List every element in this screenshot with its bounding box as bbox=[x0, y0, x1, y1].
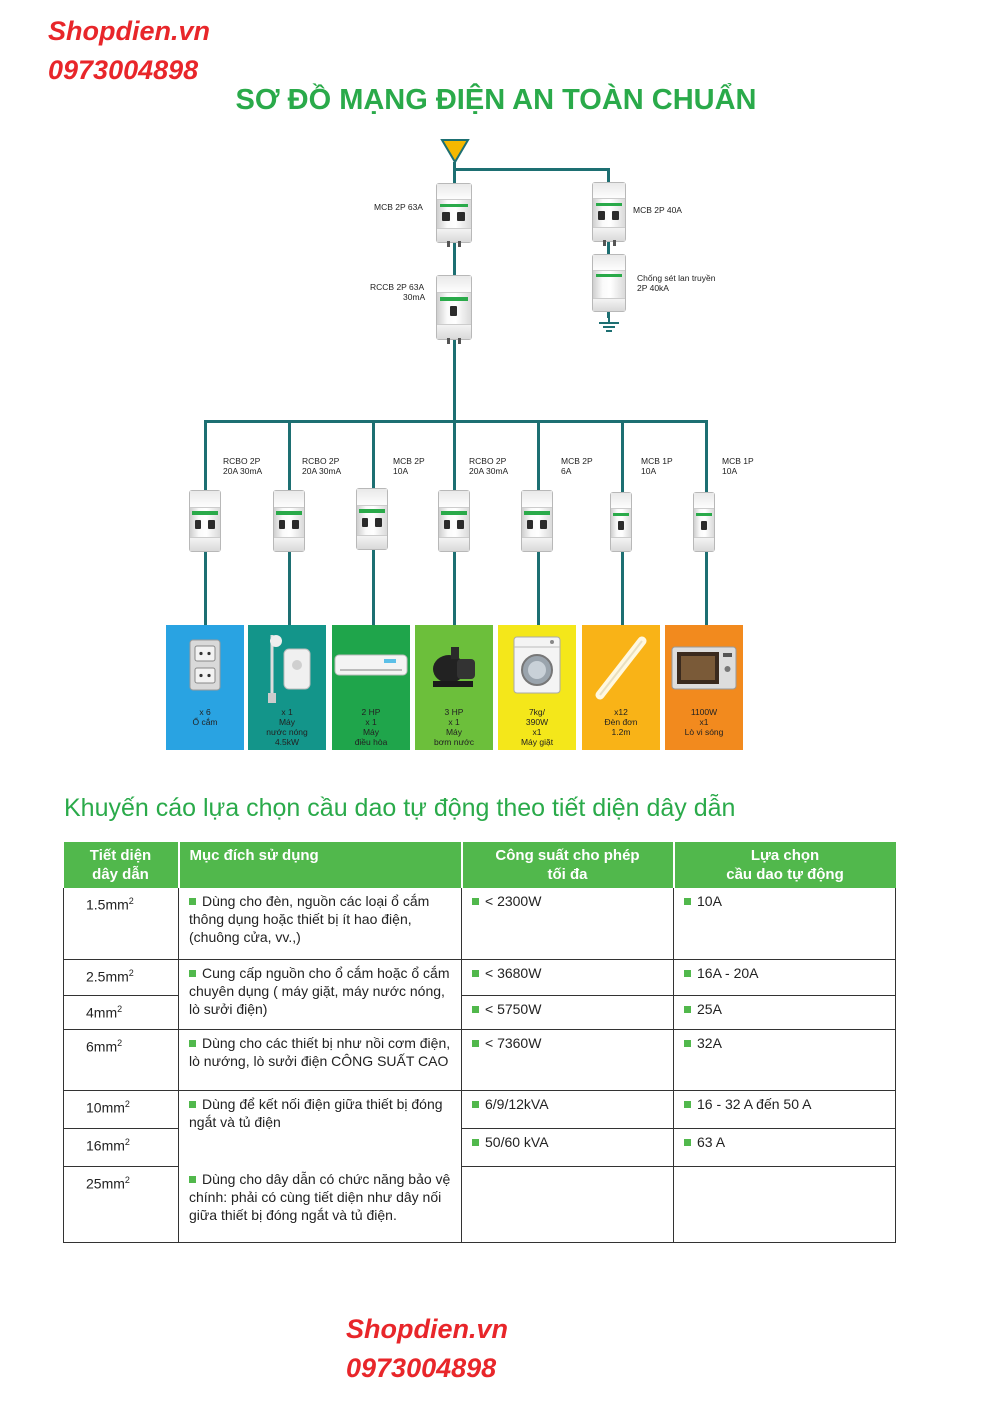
air-conditioner-icon bbox=[334, 653, 408, 679]
load-tile-water-pump bbox=[415, 625, 493, 750]
branch-1-label-2: 20A 30mA bbox=[223, 466, 263, 476]
branch-5-label-1: MCB 2P bbox=[561, 456, 593, 466]
bullet-icon bbox=[684, 1101, 691, 1108]
branch-6-label-2: 10A bbox=[641, 466, 657, 476]
table-row: $10mm^2$ Dùng để kết nối điện giữa thiết bị đóng ngắt và tủ điện 6/9/12kVA 16 - 32 A đến 50 A bbox=[64, 1090, 896, 1128]
bullet-icon bbox=[684, 1040, 691, 1047]
bullet-icon bbox=[684, 898, 691, 905]
rccb-device bbox=[436, 275, 472, 340]
bullet-icon bbox=[189, 1176, 196, 1183]
tube-light-icon bbox=[590, 635, 652, 701]
brand-name-bottom: Shopdien.vn bbox=[346, 1314, 508, 1344]
branch-2-label-1: RCBO 2P bbox=[302, 456, 340, 466]
bullet-icon bbox=[472, 1006, 479, 1013]
main-mcb-device bbox=[436, 183, 472, 243]
rccb-label-1: RCCB 2P 63A bbox=[370, 282, 425, 292]
table-row: $6mm^2$ Dùng cho các thiết bị như nồi cơm điện, lò nướng, lò sưởi điện CÔNG SUẤT CAO < 7360W 32A bbox=[64, 1029, 896, 1090]
branch-4-breaker bbox=[438, 490, 470, 552]
bullet-icon bbox=[684, 970, 691, 977]
branch-4-label-1: RCBO 2P bbox=[469, 456, 507, 466]
breaker-selection-table bbox=[63, 842, 896, 1243]
bullet-icon bbox=[472, 970, 479, 977]
microwave-icon bbox=[671, 645, 737, 691]
branch-4-label-2: 20A 30mA bbox=[469, 466, 509, 476]
surge-label-1: Chống sét lan truyền bbox=[637, 273, 716, 283]
branch-5-breaker bbox=[521, 490, 553, 552]
ground-icon bbox=[596, 316, 622, 336]
water-pump-icon bbox=[429, 641, 481, 691]
bullet-icon bbox=[472, 898, 479, 905]
table-row: $1.5mm^2$ Dùng cho đèn, nguồn các loại ổ cắm thông dụng hoặc thiết bị ít hao điện, (chuông cửa, vv.,) < 2300W 10A bbox=[64, 888, 896, 959]
bullet-icon bbox=[189, 1101, 196, 1108]
header-power: Công suất cho phép tối đa bbox=[462, 842, 674, 888]
bullet-icon bbox=[189, 898, 196, 905]
branch-6-label-1: MCB 1P bbox=[641, 456, 673, 466]
branch-7-label-1: MCB 1P bbox=[722, 456, 754, 466]
page-title: SƠ ĐỒ MẠNG ĐIỆN AN TOÀN CHUẨN bbox=[235, 84, 757, 116]
branch-3-breaker bbox=[356, 488, 388, 550]
branch-5-label-2: 6A bbox=[561, 466, 572, 476]
load-tile-water-heater bbox=[248, 625, 326, 750]
aux-mcb-label: MCB 2P 40A bbox=[633, 205, 682, 215]
load-tile-washing-machine bbox=[498, 625, 576, 750]
table-row: $4mm^2$ < 5750W 25A bbox=[64, 995, 896, 1029]
table-row: $25mm^2$ Dùng cho dây dẫn có chức năng bảo vệ chính: phải có cùng tiết diện như dây nối giữa thiết bị đóng ngắt và tủ điện. bbox=[64, 1166, 896, 1242]
load-tile-air-conditioner bbox=[332, 625, 410, 750]
table-header-row bbox=[64, 842, 896, 888]
load-7-caption: 1100W x1 Lò vi sóng bbox=[684, 707, 724, 737]
washing-machine-icon bbox=[512, 635, 562, 695]
table-row: $2.5mm^2$ Cung cấp nguồn cho ổ cắm hoặc ổ cắm chuyên dụng ( máy giặt, máy nước nóng, lò sưởi điện) < 3680W 16A - 20A bbox=[64, 959, 896, 995]
branch-2-breaker bbox=[273, 490, 305, 552]
bullet-icon bbox=[472, 1040, 479, 1047]
load-4-caption: 3 HP x 1 Máy bơm nước bbox=[434, 707, 474, 747]
branch-3-label-2: 10A bbox=[393, 466, 409, 476]
table-row: $16mm^2$ 50/60 kVA 63 A bbox=[64, 1128, 896, 1166]
branch-1-breaker bbox=[189, 490, 221, 552]
branch-7-breaker bbox=[693, 492, 715, 552]
load-tile-microwave bbox=[665, 625, 743, 750]
rccb-label-2: 30mA bbox=[403, 292, 426, 302]
table-subtitle: Khuyến cáo lựa chọn cầu dao tự động theo tiết diện dây dẫn bbox=[64, 794, 736, 822]
brand-phone-top: 0973004898 bbox=[48, 55, 199, 85]
header-breaker: Lựa chọn cầu dao tự động bbox=[674, 842, 896, 888]
bullet-icon bbox=[472, 1139, 479, 1146]
main-mcb-label: MCB 2P 63A bbox=[374, 202, 423, 212]
load-3-caption: 2 HP x 1 Máy điều hòa bbox=[354, 707, 388, 747]
bullet-icon bbox=[189, 970, 196, 977]
bullet-icon bbox=[189, 1040, 196, 1047]
bullet-icon bbox=[684, 1006, 691, 1013]
bullet-icon bbox=[684, 1139, 691, 1146]
load-1-caption: x 6 Ổ cắm bbox=[192, 707, 218, 727]
water-heater-icon bbox=[260, 631, 316, 705]
branch-1-label-1: RCBO 2P bbox=[223, 456, 261, 466]
surge-label-2: 2P 40kA bbox=[637, 283, 669, 293]
aux-mcb-device bbox=[592, 182, 626, 242]
header-size: Tiết diện dây dẫn bbox=[64, 842, 179, 888]
branch-7-label-2: 10A bbox=[722, 466, 738, 476]
load-tile-socket bbox=[166, 625, 244, 750]
socket-icon bbox=[189, 639, 221, 691]
brand-phone-bottom: 0973004898 bbox=[346, 1353, 497, 1383]
load-6-caption: x12 Đèn đơn 1.2m bbox=[604, 707, 638, 737]
surge-protector-device bbox=[592, 254, 626, 312]
branch-3-label-1: MCB 2P bbox=[393, 456, 425, 466]
bullet-icon bbox=[472, 1101, 479, 1108]
branch-6-breaker bbox=[610, 492, 632, 552]
load-tile-tube-light bbox=[582, 625, 660, 750]
header-use: Mục đích sử dụng bbox=[179, 842, 462, 888]
branch-2-label-2: 20A 30mA bbox=[302, 466, 342, 476]
load-5-caption: 7kg/ 390W x1 Máy giặt bbox=[520, 707, 554, 747]
brand-name-top: Shopdien.vn bbox=[48, 16, 210, 46]
power-source-icon bbox=[440, 138, 470, 164]
load-2-caption: x 1 Máy nước nóng 4.5kW bbox=[266, 707, 308, 747]
